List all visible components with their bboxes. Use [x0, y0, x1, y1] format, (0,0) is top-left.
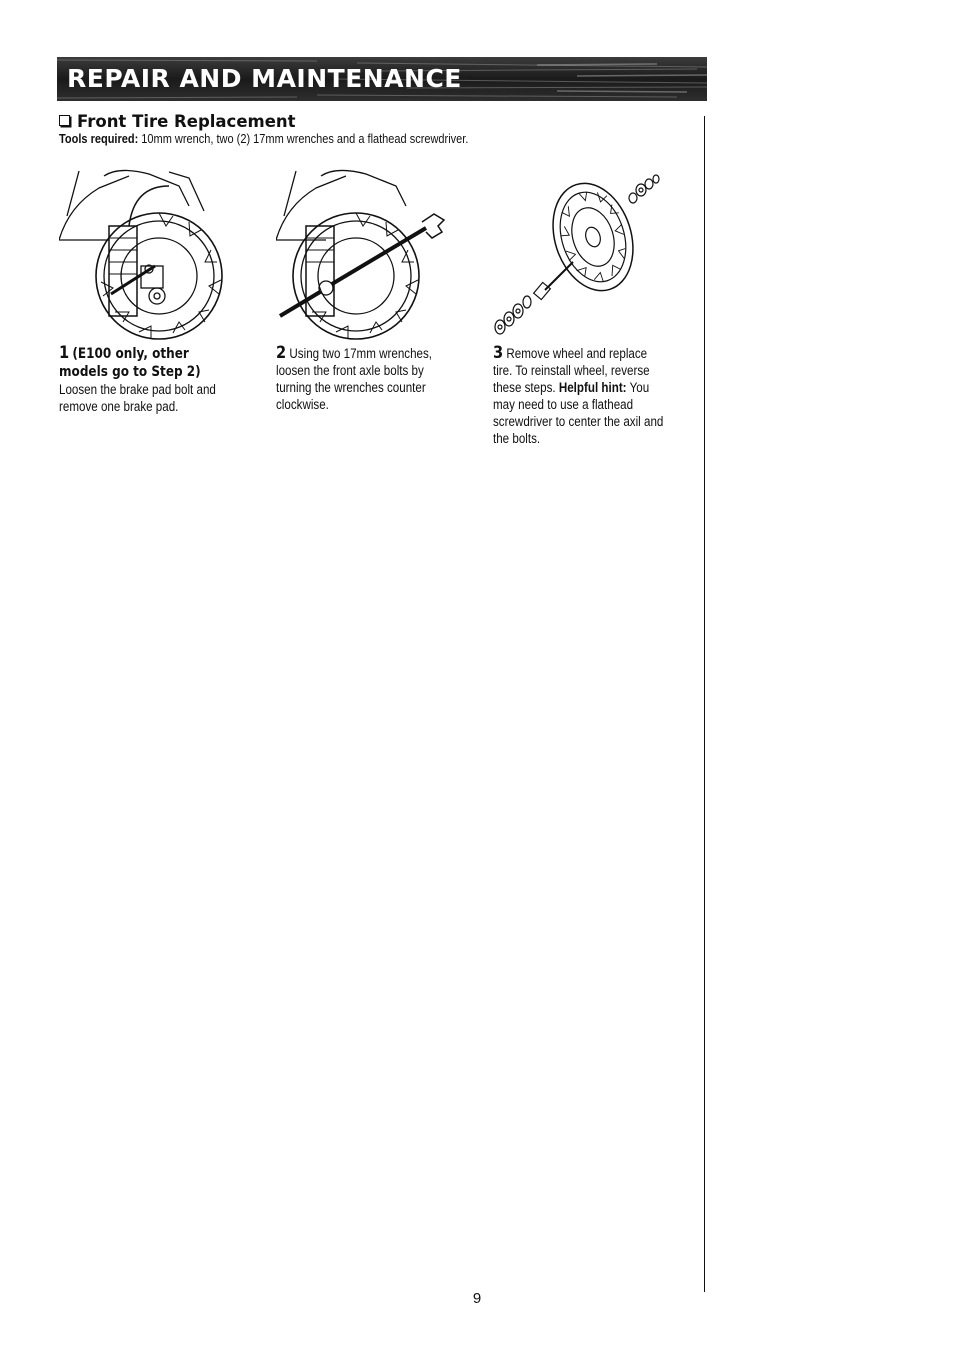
- section-banner: [57, 57, 707, 101]
- page-number: 9: [472, 1290, 482, 1307]
- tools-text: 10mm wrench, two (2) 17mm wrenches and a flathead screwdriver.: [138, 132, 469, 146]
- figure-brake-pad: [59, 166, 259, 344]
- step-1: [59, 345, 235, 415]
- step-text: Remove wheel and replace tire. To reinstall wheel, reverse these steps.: [493, 346, 650, 395]
- figure-wheel-exploded: [493, 172, 673, 342]
- step-3: [493, 345, 669, 447]
- section-title: Front Tire Replacement: [59, 112, 296, 131]
- checkbox-icon: [59, 115, 70, 126]
- banner-title: REPAIR AND MAINTENANCE: [67, 64, 462, 93]
- step-number: 2: [276, 343, 287, 363]
- step-text: Loosen the brake pad bolt and remove one brake pad.: [59, 382, 216, 414]
- helpful-hint-label: Helpful hint:: [558, 380, 627, 395]
- tools-label: Tools required:: [59, 132, 139, 146]
- figure-axle-wrenches: [276, 166, 486, 344]
- step-2: [276, 345, 452, 413]
- step-number: 1: [59, 343, 70, 363]
- step-text: Using two 17mm wrenches, loosen the front axle bolts by turning the wrenches counter clockwise.: [276, 346, 433, 412]
- step-condition: (E100 only, other models go to Step 2): [59, 346, 201, 380]
- tools-required: [59, 132, 468, 146]
- column-divider: [704, 116, 705, 1292]
- helpful-hint-text: You may need to use a flathead screwdriver to center the axil and the bolts.: [493, 380, 664, 446]
- step-number: 3: [493, 343, 504, 363]
